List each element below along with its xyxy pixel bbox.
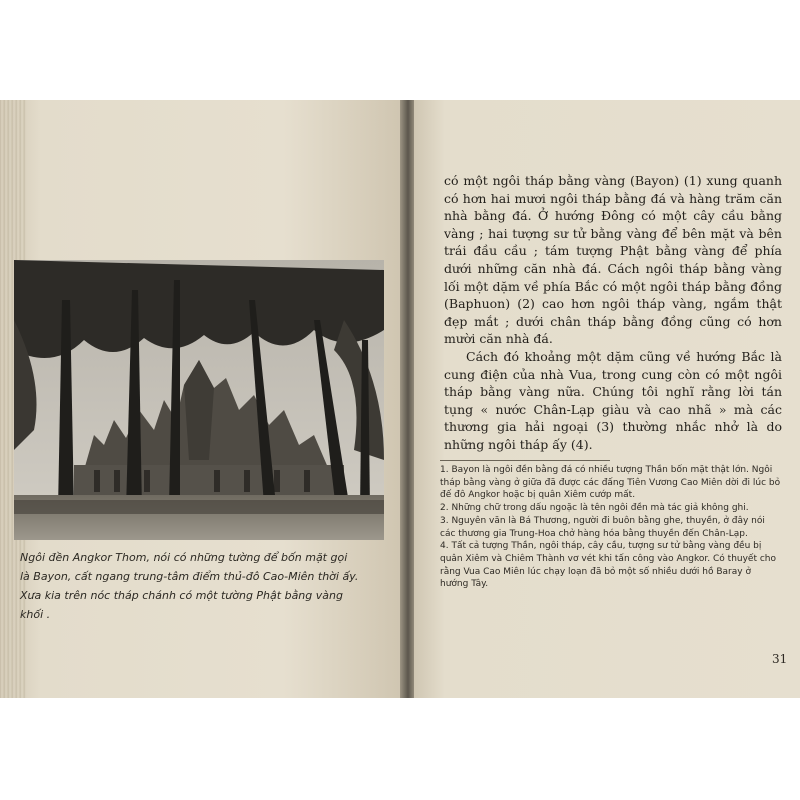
body-text: [444, 172, 782, 454]
caption-line: là Bayon, cất ngang trung-tâm điểm thủ-đô Cao-Miên thời ấy.: [20, 570, 359, 583]
book-spread: [0, 100, 800, 698]
caption-line: Xưa kia trên nóc tháp chánh có một tường Phật bằng vàng: [20, 589, 343, 602]
paragraph-1: có một ngôi tháp bằng vàng (Bayon) (1) xung quanh có hơn hai mươi ngôi tháp bằng đá và hàng trăm căn nhà bằng đá. Ở hướng Đông có một cây cầu bằng vàng ; hai tượng sư tử bằng vàng để bên mặt và bên trái đầu cầu ; tám tượng Phật bằng vàng để phía dưới những căn nhà đá. Cách ngôi tháp bằng vàng lối một dặm về phía Bắc có một ngôi tháp bằng đồng (Baphuon) (2) cao hơn ngôi tháp vàng, ngắm thật đẹp mắt ; dưới chân tháp bằng đồng cũng có hơn mười căn nhà đá.: [444, 173, 782, 347]
footnote-1: 1. Bayon là ngôi đền bằng đá có nhiều tượng Thần bốn mặt thật lớn. Ngôi tháp bằng vàng ở giữa đã được các đấng Tiên Vương Cao Miên dời đi lúc bỏ đế đô Angkor hoặc bị quân Xiêm cướp mất.: [440, 465, 781, 501]
page-number: 31: [772, 652, 788, 666]
left-page: [0, 100, 405, 698]
footnote-3: 3. Nguyên văn là Bá Thương, người đi buôn bằng ghe, thuyền, ở đây nói các thương gia Trung-Hoa chở hàng hóa bằng thuyền đến Chân-Lạp.: [440, 515, 765, 539]
footnote-4: 4. Tất cả tượng Thần, ngôi tháp, cây cầu, tượng sư tử bằng vàng đều bị quân Xiêm và Chiêm Thành vơ vét khi tấn công vào Angkor. Có thuyết cho rằng Vua Cao Miên lúc chạy loạn đã bỏ một số nhiều dưới hồ Baray ở hướng Tây.: [440, 541, 777, 590]
footnote-rule: [440, 460, 610, 461]
caption-line: Ngôi đền Angkor Thom, nói có những tường để bốn mặt gọi: [20, 551, 348, 564]
caption-line: khối .: [20, 608, 51, 621]
paragraph-2: Cách đó khoảng một dặm cũng về hướng Bắc là cung điện của nhà Vua, trong cung còn có một ngôi tháp bằng vàng nữa. Chúng tôi nghĩ rằng lời tán tụng « nước Chân-Lạp giàu và cao nhã » mà các thương gia hải ngoại (3) thường nhắc nhở là do những ngôi tháp ấy (4).: [444, 348, 782, 452]
footnote-2: 2. Những chữ trong dấu ngoặc là tên ngôi đền mà tác giả không ghi.: [440, 503, 749, 514]
photo-caption: [20, 548, 380, 624]
footnotes: [440, 464, 782, 591]
angkor-thom-photo: [14, 260, 384, 540]
right-page: [414, 100, 800, 698]
